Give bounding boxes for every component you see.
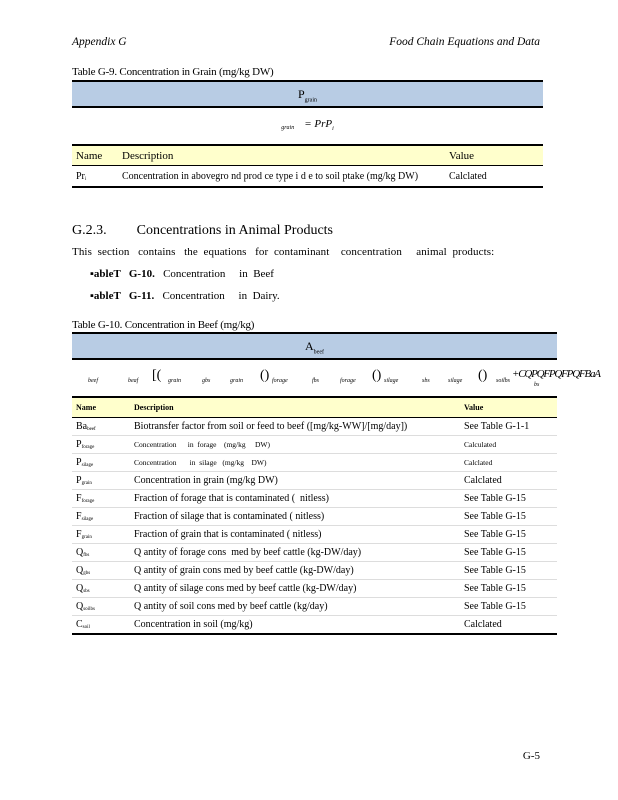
eq-g9-prefix: grain: [281, 125, 295, 131]
row-value: Calculated: [460, 436, 557, 454]
table-g10-equation: [72, 364, 612, 394]
row-name-sub: soilbs: [83, 607, 95, 612]
row-name: [72, 526, 130, 544]
row-name-main: Ba: [76, 421, 88, 432]
table-g9-header-row: [72, 145, 543, 166]
eq-frag-15: (): [478, 368, 488, 383]
eq-frag-11: (): [372, 368, 382, 383]
table-row: [72, 508, 557, 526]
table-row: [72, 580, 557, 598]
row-description: Concentration in grain (mg/kg DW): [130, 472, 460, 490]
eq-frag-14: silage: [448, 378, 463, 384]
row-description: Concentration in soil (mg/kg): [130, 616, 460, 635]
bullet-item-1: ▪ableT G-10. Concentration in Beef: [90, 268, 274, 280]
eq-frag-12: silage: [384, 378, 399, 384]
row-description: Fraction of forage that is contaminated ( nitless): [130, 490, 460, 508]
row-value: See Table G-15: [460, 580, 557, 598]
row-name-sub: soil: [82, 625, 90, 630]
bullet-item-2: ▪ableT G-11. Concentration in Dairy.: [90, 290, 280, 302]
row-value: See Table G-1-1: [460, 418, 557, 436]
row-value: See Table G-15: [460, 562, 557, 580]
row-description: Concentration in forage (mg/kg DW): [130, 436, 460, 454]
eq-g9-text: = PrP: [304, 118, 333, 130]
eq-frag-10: forage: [340, 378, 356, 384]
table-row: [72, 436, 557, 454]
col-description-header: Description: [118, 145, 445, 166]
row-name-main: C: [76, 619, 83, 630]
table-row: [72, 544, 557, 562]
eq-frag-5: gbs: [202, 378, 211, 384]
table-g10-title-bar: [72, 332, 557, 360]
table-row: [72, 562, 557, 580]
row-name-sub: sbs: [83, 589, 90, 594]
eq-frag-18: bs: [534, 382, 540, 388]
eq-frag-2: beaf: [128, 378, 139, 384]
table-g10-caption: Table G-10. Concentration in Beef (mg/kg): [72, 319, 255, 331]
row-name-sub: grain: [81, 535, 92, 540]
row-name: [72, 436, 130, 454]
table-g9-title: [72, 82, 543, 103]
eq-frag-3: [(: [152, 368, 162, 383]
table-row: [72, 472, 557, 490]
row-name-sub: forage: [81, 499, 95, 504]
row-description: Fraction of silage that is contaminated ( nitless): [130, 508, 460, 526]
table-row: [72, 616, 557, 635]
row-value: See Table G-15: [460, 544, 557, 562]
row-name: [72, 166, 118, 188]
table-row: [72, 598, 557, 616]
header-right: Food Chain Equations and Data: [389, 36, 540, 48]
eq-frag-13: sbs: [422, 378, 430, 384]
eq-frag-16: soilbs: [496, 378, 511, 384]
row-description: Biotransfer factor from soil or feed to beef ([mg/kg-WW]/[mg/day]): [130, 418, 460, 436]
table-g10: [72, 396, 557, 635]
row-name-main: F: [76, 529, 82, 540]
bullet-1-text: Concentration in Beef: [154, 268, 274, 280]
row-value: Calclated: [460, 616, 557, 635]
row-description: Q antity of silage cons med by beef cattle (kg-DW/day): [130, 580, 460, 598]
eq-frag-7: (): [260, 368, 270, 383]
bullet-2-link[interactable]: ableT G-11.: [93, 290, 155, 302]
row-name-main: Q: [76, 583, 84, 594]
section-intro: This section contains the equations for contaminant concentration animal products:: [72, 246, 495, 258]
row-value: Calclated: [460, 454, 557, 472]
row-name: [72, 544, 130, 562]
row-description: Q antity of forage cons med by beef cattle (kg-DW/day): [130, 544, 460, 562]
table-row: [72, 454, 557, 472]
eq-frag-9: fbs: [312, 378, 320, 384]
table-g9-equation: [72, 108, 543, 142]
row-name-main: Pr: [76, 170, 85, 182]
table-row: [72, 166, 543, 188]
row-description: Fraction of grain that is contaminated ( nitless): [130, 526, 460, 544]
row-name: [72, 508, 130, 526]
row-name-main: F: [76, 511, 82, 522]
row-value: See Table G-15: [460, 490, 557, 508]
row-value: See Table G-15: [460, 598, 557, 616]
table-row: [72, 418, 557, 436]
row-name-main: F: [76, 493, 82, 504]
row-name-main: P: [76, 457, 82, 468]
eq-frag-8: forage: [272, 378, 288, 384]
row-name-main: Q: [76, 565, 84, 576]
row-name-main: P: [76, 475, 82, 486]
row-name: [72, 454, 130, 472]
eq-g9-sub: i: [332, 126, 334, 132]
row-name: [72, 580, 130, 598]
eq-frag-4: grain: [168, 378, 182, 384]
row-description: Q antity of grain cons med by beef cattle (kg-DW/day): [130, 562, 460, 580]
table-row: [72, 490, 557, 508]
row-name-main: Q: [76, 547, 84, 558]
table-g9-title-bar: [72, 80, 543, 108]
col-value-header: Value: [445, 145, 543, 166]
eq-frag-6: grain: [230, 378, 244, 384]
table-g9-caption: Table G-9. Concentration in Grain (mg/kg DW): [72, 66, 274, 78]
table-row: [72, 526, 557, 544]
row-value: Calclated: [460, 472, 557, 490]
row-name-sub: gbs: [83, 571, 91, 576]
section-title: Concentrations in Animal Products: [136, 223, 333, 238]
table-g9-title-sub: grain: [304, 97, 317, 104]
header-left: Appendix G: [72, 36, 127, 48]
table-g9: [72, 144, 543, 188]
col-name-header: Name: [72, 397, 130, 418]
table-g10-title-main: A: [305, 339, 314, 353]
row-description: Q antity of soil cons med by beef cattle (kg/day): [130, 598, 460, 616]
col-value-header: Value: [460, 397, 557, 418]
bullet-1-link[interactable]: ableT G-10.: [93, 268, 155, 280]
row-name-sub: beef: [87, 427, 96, 432]
row-value: See Table G-15: [460, 508, 557, 526]
row-value: Calclated: [445, 166, 543, 188]
row-name-sub: silage: [81, 463, 94, 468]
row-name: [72, 418, 130, 436]
row-name: [72, 490, 130, 508]
row-name: [72, 616, 130, 635]
section-number: G.2.3.: [72, 223, 107, 238]
table-g10-title-sub: beef: [313, 349, 324, 356]
page-number: G-5: [522, 750, 540, 762]
row-name-main: Q: [76, 601, 84, 612]
table-g10-header-row: [72, 397, 557, 418]
row-description: Concentration in abovegro nd prod ce type i d e to soil ptake (mg/kg DW): [118, 166, 445, 188]
table-g9-title-main: P: [297, 87, 305, 101]
row-name-main: P: [76, 439, 82, 450]
col-description-header: Description: [130, 397, 460, 418]
table-g10-title: [72, 334, 557, 355]
col-name-header: Name: [72, 145, 118, 166]
row-name-sub: forage: [81, 445, 95, 450]
row-name: [72, 598, 130, 616]
eq-frag-1: beef: [88, 378, 98, 384]
row-description: Concentration in silage (mg/kg DW): [130, 454, 460, 472]
row-value: See Table G-15: [460, 526, 557, 544]
row-name-sub: fbs: [83, 553, 90, 558]
section-heading: [72, 223, 333, 239]
row-name: [72, 472, 130, 490]
row-name-sub: i: [84, 176, 87, 182]
row-name-sub: grain: [81, 481, 92, 486]
eq-frag-17: +CQPQFPQFPQFBaA: [512, 368, 600, 380]
bullet-2-text: Concentration in Dairy.: [154, 290, 280, 302]
row-name: [72, 562, 130, 580]
row-name-sub: silage: [81, 517, 94, 522]
